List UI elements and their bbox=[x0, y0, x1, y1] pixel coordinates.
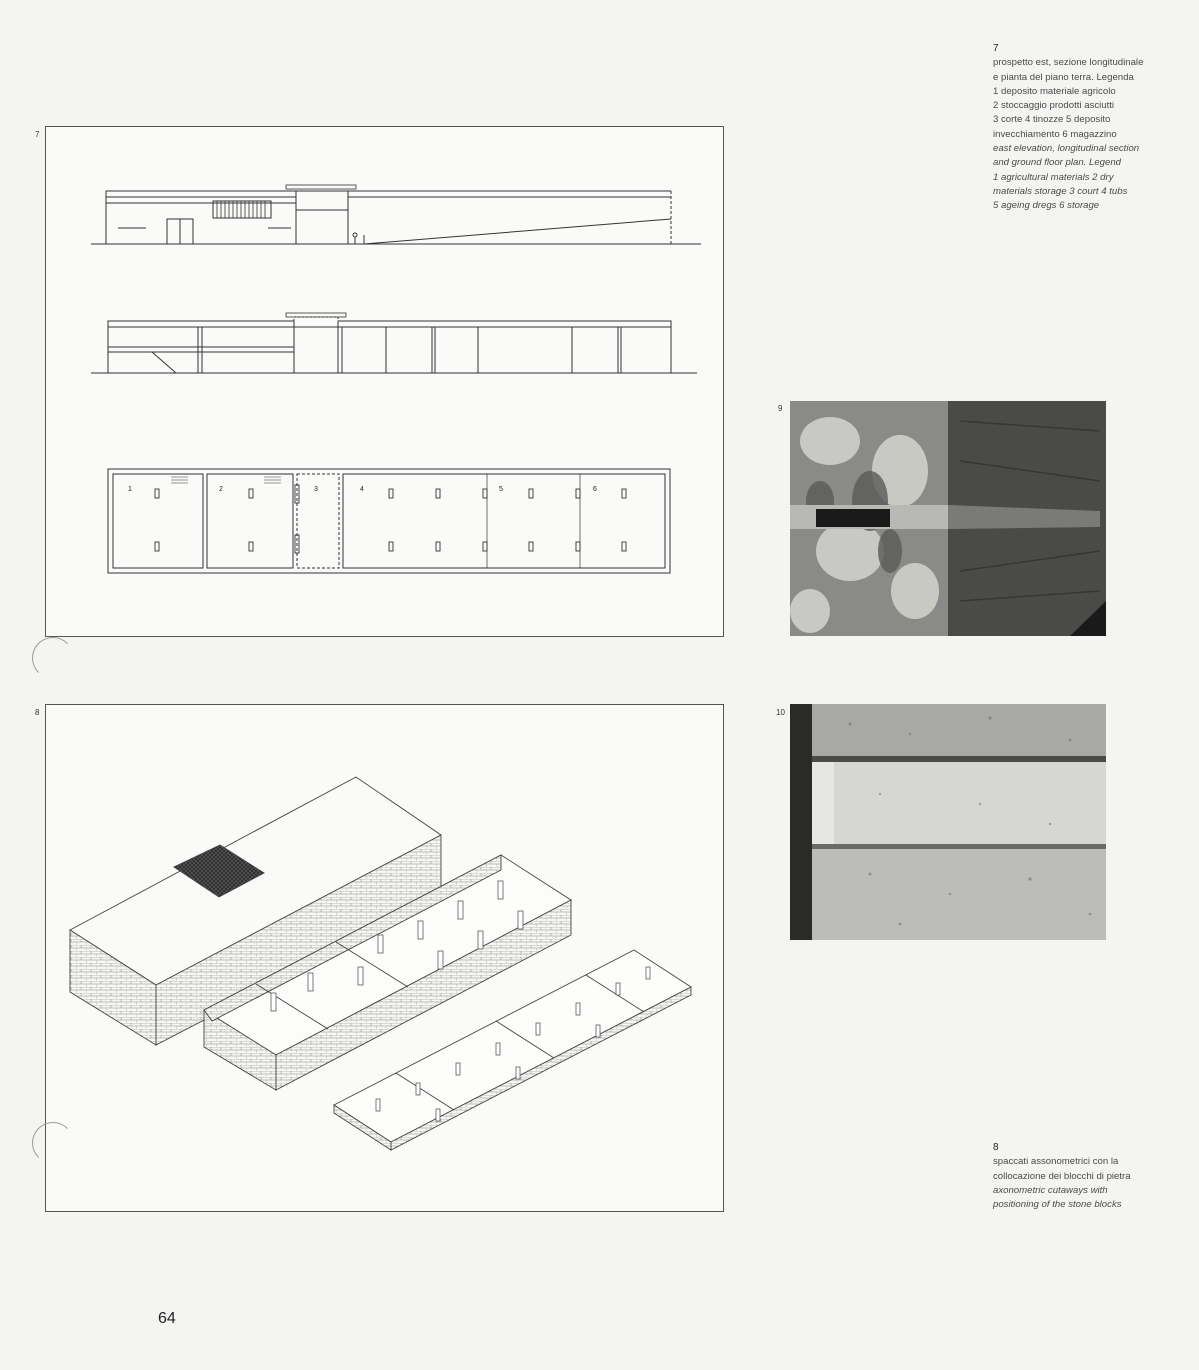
figure-9-photo bbox=[790, 401, 1106, 636]
figure-10-photo bbox=[790, 704, 1106, 940]
caption-line-english: materials storage 3 court 4 tubs bbox=[993, 185, 1128, 197]
caption-line: spaccati assonometrici con la bbox=[993, 1156, 1119, 1168]
longitudinal-section bbox=[91, 313, 697, 373]
figure-7-svg bbox=[46, 127, 723, 636]
caption-line: collocazione dei blocchi di pietra bbox=[993, 1170, 1131, 1182]
caption-figure-7 bbox=[993, 42, 1173, 214]
caption-figure-8 bbox=[993, 1141, 1173, 1212]
figure-8-drawing bbox=[45, 704, 724, 1212]
caption-line: 3 corte 4 tinozze 5 deposito bbox=[993, 114, 1111, 126]
figure-7-number: 7 bbox=[35, 130, 40, 139]
figure-8-svg bbox=[46, 705, 723, 1211]
ground-floor-plan bbox=[108, 469, 670, 573]
caption-line: e pianta del piano terra. Legenda bbox=[993, 71, 1134, 83]
caption-line-english: 5 ageing dregs 6 storage bbox=[993, 200, 1100, 212]
stone-corner-photo bbox=[790, 401, 1106, 636]
caption-number: 7 bbox=[993, 43, 999, 54]
room-label: 5 bbox=[499, 486, 503, 493]
plan-room-labels bbox=[128, 486, 597, 493]
binder-hole-mark bbox=[32, 1122, 74, 1164]
page-number: 64 bbox=[158, 1310, 176, 1327]
caption-line: 1 deposito materiale agricolo bbox=[993, 85, 1116, 97]
room-label: 6 bbox=[593, 486, 597, 493]
binder-hole-mark bbox=[32, 637, 74, 679]
caption-number: 8 bbox=[993, 1142, 999, 1153]
figure-10-number: 10 bbox=[776, 708, 785, 717]
stone-wall-detail-photo bbox=[790, 704, 1106, 940]
figure-7-drawing bbox=[45, 126, 724, 637]
east-elevation bbox=[91, 185, 701, 244]
caption-line-english: positioning of the stone blocks bbox=[993, 1199, 1122, 1211]
caption-line-english: axonometric cutaways with bbox=[993, 1184, 1108, 1196]
caption-line: invecchiamento 6 magazzino bbox=[993, 128, 1117, 140]
room-label: 4 bbox=[360, 486, 364, 493]
figure-8-number: 8 bbox=[35, 708, 40, 717]
caption-line-english: east elevation, longitudinal section bbox=[993, 143, 1140, 155]
caption-line: 2 stoccaggio prodotti asciutti bbox=[993, 100, 1115, 112]
figure-9-number: 9 bbox=[778, 404, 783, 413]
room-label: 1 bbox=[128, 486, 132, 493]
caption-line-english: 1 agricultural materials 2 dry bbox=[993, 171, 1114, 183]
caption-line-english: and ground floor plan. Legend bbox=[993, 157, 1122, 169]
room-label: 2 bbox=[219, 486, 223, 493]
room-label: 3 bbox=[314, 486, 318, 493]
caption-line: prospetto est, sezione longitudinale bbox=[993, 57, 1144, 69]
